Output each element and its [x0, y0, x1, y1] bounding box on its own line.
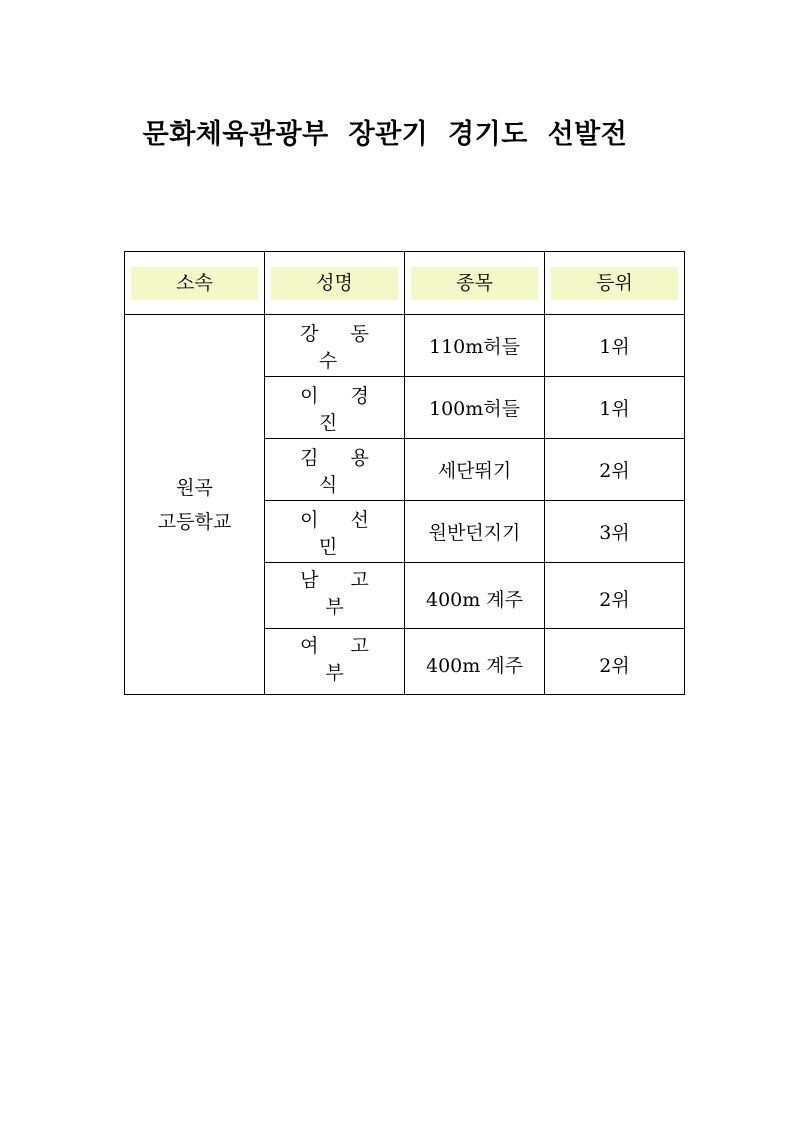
header-label: 종목	[411, 267, 538, 300]
organization-cell	[125, 315, 265, 695]
header-event	[405, 252, 545, 315]
organization-line-1: 원곡	[176, 476, 213, 499]
athlete-name: 김 용 식	[300, 446, 382, 496]
event-cell: 400m 계주	[405, 563, 545, 629]
header-label: 등위	[551, 267, 678, 300]
athlete-name: 강 동 수	[300, 322, 382, 372]
athlete-name-cell	[265, 315, 405, 377]
athlete-name: 여 고 부	[300, 635, 382, 684]
header-rank	[545, 252, 685, 315]
header-name	[265, 252, 405, 315]
event-cell: 100m허들	[405, 377, 545, 439]
rank-cell: 1위	[545, 377, 685, 439]
athlete-name: 이 경 진	[300, 384, 382, 434]
event-cell: 110m허들	[405, 315, 545, 377]
table-header-row	[125, 252, 685, 315]
event-cell: 원반던지기	[405, 501, 545, 563]
athlete-name-cell	[265, 563, 405, 629]
page-title: 문화체육관광부 장관기 경기도 선발전	[142, 119, 628, 150]
athlete-name: 이 선 민	[300, 508, 382, 558]
event-cell: 세단뛰기	[405, 439, 545, 501]
athlete-name-cell	[265, 439, 405, 501]
results-table	[124, 251, 685, 695]
rank-cell: 2위	[545, 629, 685, 695]
organization-line-2: 고등학교	[157, 510, 232, 533]
table-row	[125, 315, 685, 377]
header-affiliation	[125, 252, 265, 315]
rank-cell: 2위	[545, 439, 685, 501]
rank-cell: 2위	[545, 563, 685, 629]
athlete-name: 남 고 부	[300, 569, 382, 618]
athlete-name-cell	[265, 377, 405, 439]
athlete-name-cell	[265, 501, 405, 563]
rank-cell: 1위	[545, 315, 685, 377]
header-label: 소속	[131, 267, 258, 300]
athlete-name-cell	[265, 629, 405, 695]
rank-cell: 3위	[545, 501, 685, 563]
header-label: 성명	[271, 267, 398, 300]
event-cell: 400m 계주	[405, 629, 545, 695]
